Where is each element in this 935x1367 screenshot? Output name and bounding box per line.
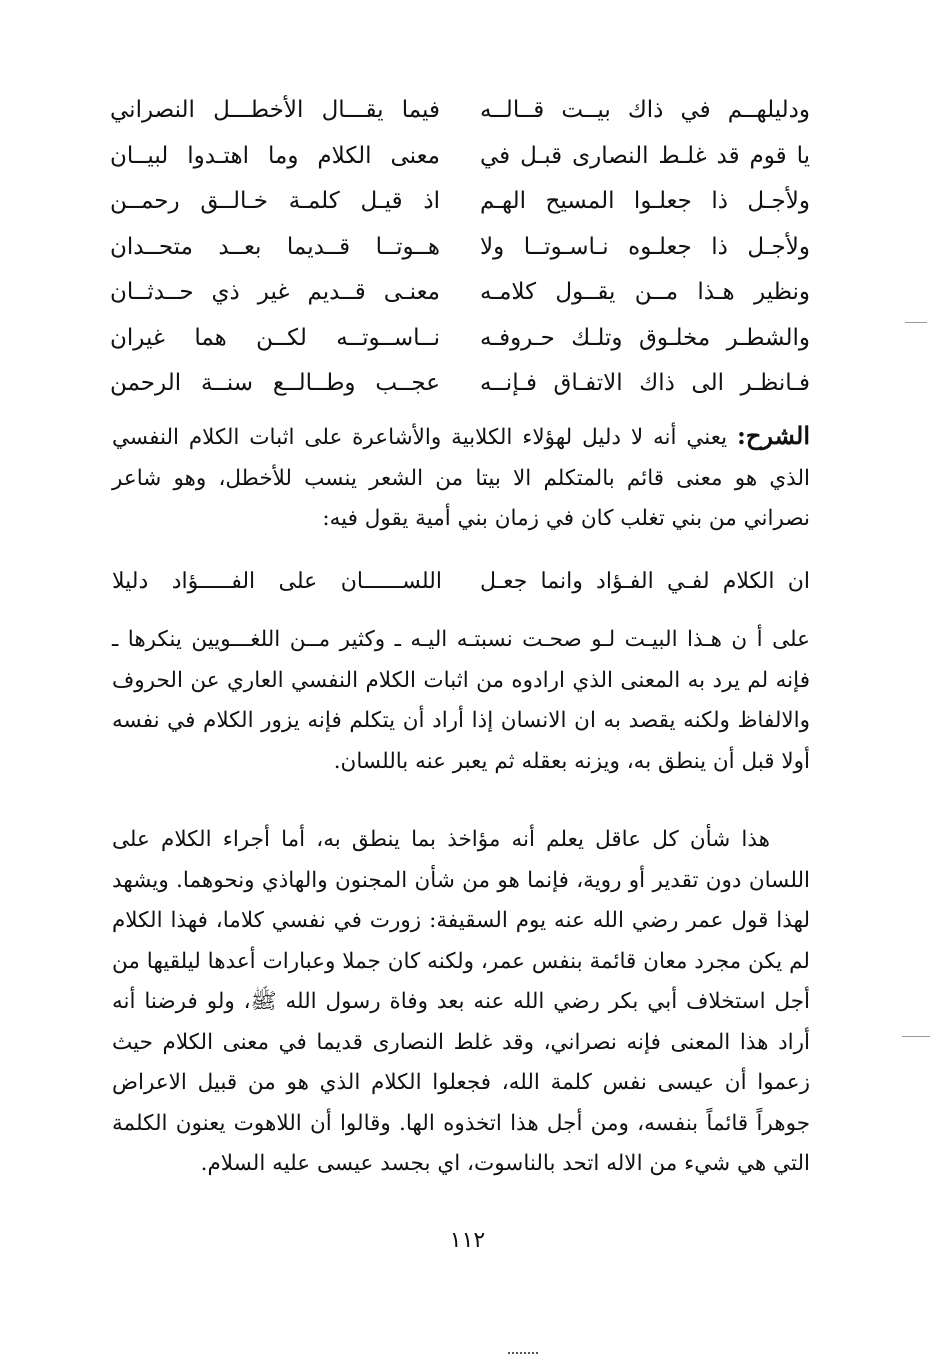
commentary-paragraph bbox=[112, 416, 810, 540]
verse-second-hemistich: هــوتــا قــديما بعــد متحــدان bbox=[110, 233, 440, 260]
poem-verses bbox=[110, 88, 810, 407]
quoted-verse-second-hemistich: اللســــــان على الفـــــؤاد دليلا bbox=[112, 569, 442, 594]
verse-first-hemistich: فـانظـر الى ذاك الاتفـاق فـإنــه bbox=[480, 370, 810, 396]
verse-first-hemistich: ولأجـل ذا جعلـوا المسيح الهـم bbox=[480, 188, 810, 214]
quoted-verse bbox=[112, 562, 810, 602]
verse-first-hemistich: ولأجـل ذا جعلـوه نـاسـوتــا ولا bbox=[480, 233, 810, 260]
verse-row bbox=[110, 225, 810, 271]
verse-row bbox=[110, 316, 810, 362]
scan-artifact bbox=[508, 1352, 538, 1357]
verse-second-hemistich: معنى الكلام وما اهتـدوا لبيــان bbox=[110, 142, 440, 169]
margin-scan-mark bbox=[905, 322, 927, 323]
body-paragraph: على أ ن هـذا البيـت لـو صحـت نسبتـه اليـه ـ وكثير مــن اللغـــويين ينكرها ـ فإنه لم يرد به المعنى الذي ارادوه من اثبات الكلام النفسي العاري عن الحروف والالفاظ ولكنه يقصد به ان الانسان إذا أراد أن يتكلم فإنه يزور الكلام في نفسه أولا قبل أن ينطق به، ويزنه بعقله ثم يعبر عنه باللسان. bbox=[112, 627, 810, 774]
margin-scan-mark bbox=[902, 1036, 930, 1037]
verse-second-hemistich: عجــب وطــالــع سنــة الرحمن bbox=[110, 370, 440, 396]
verse-second-hemistich: فيما يقـــال الأخطـــل النصراني bbox=[110, 97, 440, 123]
verse-first-hemistich: ونظير هـذا مــن يقــول كلامـه bbox=[480, 279, 810, 305]
verse-row bbox=[110, 270, 810, 316]
verse-row bbox=[110, 361, 810, 407]
verse-row bbox=[110, 179, 810, 225]
commentary-lead: الشرح: bbox=[737, 421, 810, 450]
verse-second-hemistich: اذ قيـل كلمـة خـالــق رحمــن bbox=[110, 188, 440, 214]
verse-row bbox=[110, 88, 810, 134]
verse-second-hemistich: معنـى قــديم غير ذي حــدثــان bbox=[110, 279, 440, 305]
page-number: ١١٢ bbox=[449, 1228, 486, 1253]
verse-first-hemistich: يا قوم قد غلـط النصارى قبـل في bbox=[480, 142, 810, 169]
verse-row bbox=[110, 134, 810, 180]
body-paragraph: هذا شأن كل عاقل يعلم أنه مؤاخذ بما ينطق به، أما أجراء الكلام على اللسان دون تقدير أو روية، فإنما هو من شأن المجنون والهاذي ونحوهما. ويشهد لهذا قول عمر رضي الله عنه يوم السقيفة: زورت في نفسي كلاما، فهذا الكلام لم يكن مجرد معان قائمة بنفس عمر، ولكنه كان جملا وعبارات أعدها ليلقيها من أجل استخلاف أبي بكر رضي الله عنه بعد وفاة رسول الله ﷺ، ولو فرضنا أنه أراد هذا المعنى فإنه نصراني، وقد غلط النصارى قديما في معنى الكلام حيث زعموا أن عيسى نفس كلمة الله، فجعلوا الكلام الذي هو من قبيل الاعراض جوهراً قائماً بنفسه، ومن أجل هذا اتخذوه الها. وقالوا أن اللاهوت يعنون الكلمة التي هي شيء من الاله اتحد بالناسوت، اي بجسد عيسى عليه السلام. bbox=[112, 827, 810, 1176]
commentary-text: يعني أنه لا دليل لهؤلاء الكلابية والأشاعرة على اثبات الكلام النفسي الذي هو معنى قائم بالمتكلم الا بيتا من الشعر ينسب للأخطل، وهو شاعر نصراني من بني تغلب كان في زمان بني أمية يقول فيه: bbox=[112, 425, 810, 531]
quoted-verse-first-hemistich: ان الكلام لفـي الفـؤاد وانما جعـل bbox=[480, 569, 810, 594]
verse-second-hemistich: نــاســوتــه لكــن هما غيران bbox=[110, 324, 440, 351]
verse-first-hemistich: والشطـر مخلـوق وتلـك حـروفـه bbox=[480, 324, 810, 351]
verse-first-hemistich: ودليلهــم في ذاك بيــت قــالــه bbox=[480, 97, 810, 123]
